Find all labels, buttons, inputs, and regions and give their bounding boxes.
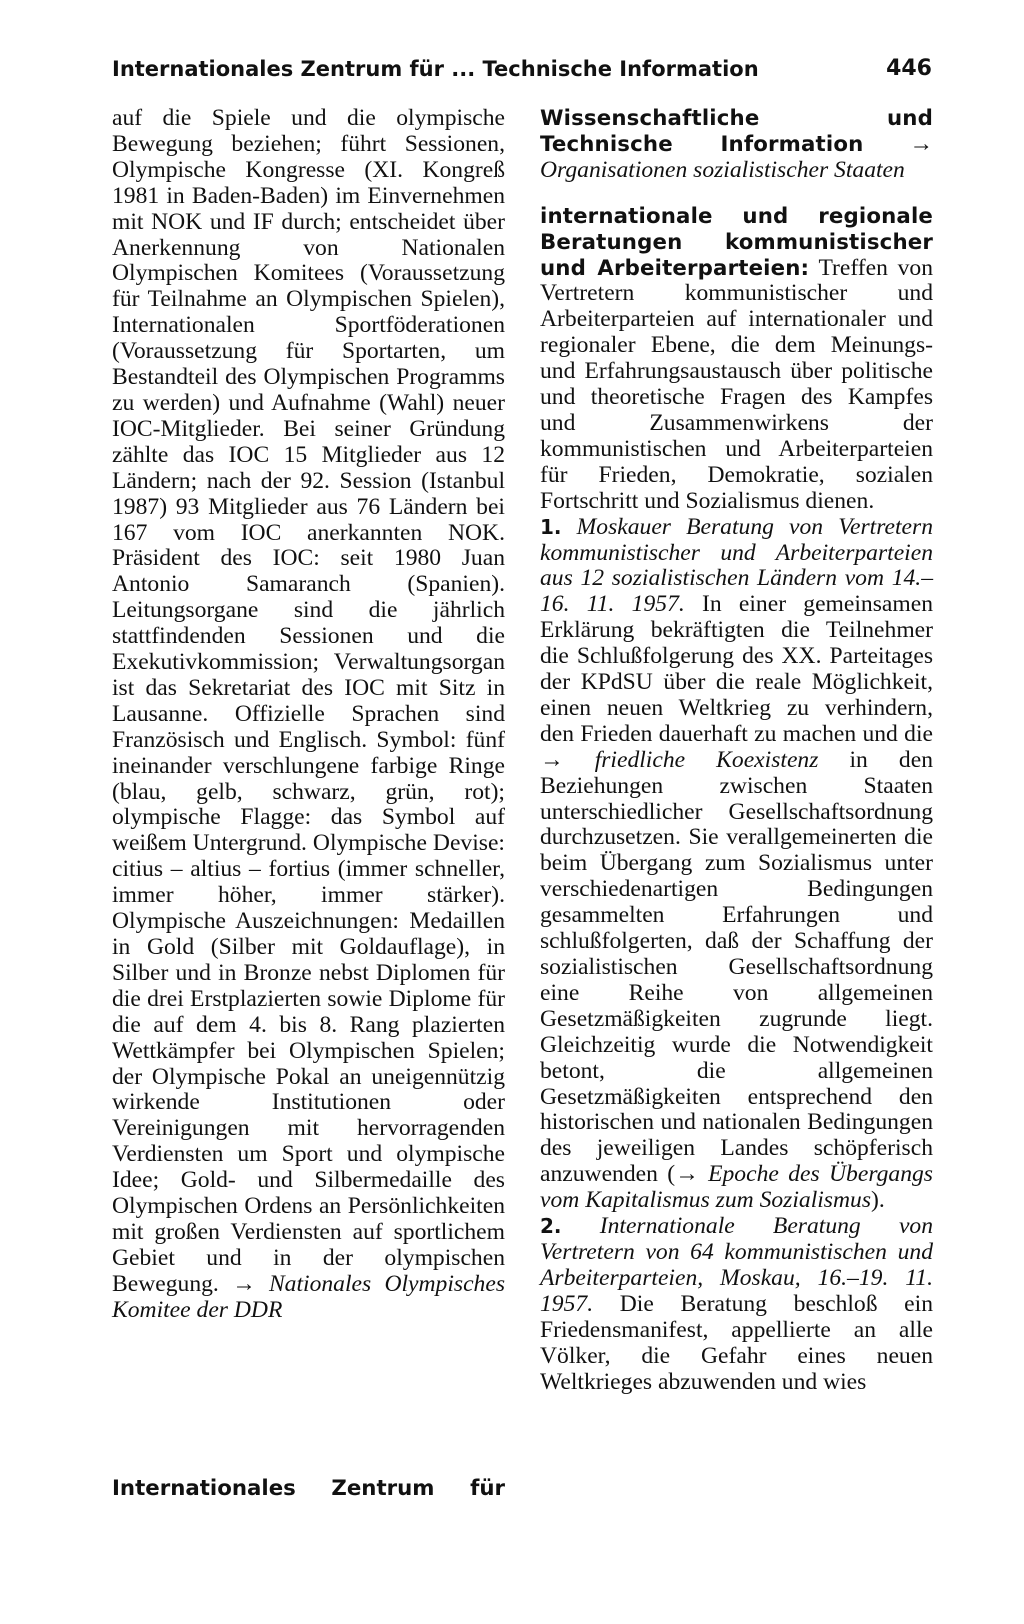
lemma-internationales-zentrum: Internationales Zentrum für: [112, 1476, 505, 1501]
item-2-number: 2.: [540, 1214, 562, 1239]
cross-reference-epoche[interactable]: Epoche des Übergangs vom Kapitalismus zum Sozialismus: [540, 1161, 933, 1214]
item-2-text: Die Beratung beschloß ein Friedensmanifest, appellierte an alle Völker, die Gefahr eines neuen Weltkrieges abzuwenden und wies: [540, 1290, 933, 1395]
right-column: [540, 106, 933, 1395]
beratung-item-1: [540, 515, 933, 1214]
cross-reference-organisationen[interactable]: Organisationen sozialistischer Staaten: [540, 156, 905, 183]
item-1-number: 1.: [540, 514, 562, 539]
item-1-text-b: in den Beziehungen zwischen Staaten unterschiedlicher Gesellschaftsordnung durchzusetzen. Sie verallgemeinerten die beim Übergang zum Sozialismus unter verschiedenartigen Bedingungen gesammelten Erfahrungen und schlußfolgerten, daß der Schaffung der sozialistischen Gesellschaftsordnung eine Reihe von allgemeinen Gesetzmäßigkeiten zugrunde liegt. Gleichzeitig wurde die Notwendigkeit betont, die allgemeinen Gesetzmäßigkeiten entsprechend den historischen und nationalen Bedingungen des jeweiligen Landes schöpferisch anzuwenden (: [540, 746, 933, 1188]
cross-reference-arrow: →: [540, 746, 564, 773]
page-number: 446: [886, 56, 932, 81]
cross-reference-nok-ddr[interactable]: Nationales Olympisches Komitee der DDR: [112, 1270, 505, 1323]
beratungen-intro: Treffen von Vertretern kommunistischer und Arbeiterparteien auf internationaler und regionaler Ebene, die dem Meinungs- und Erfahrungsaustausch über politische und theoretische Fragen des Kampfes und Zusammenwirkens der kommunistischen und Arbeiterparteien für Frieden, Demokratie, sozialen Fortschritt und Sozialismus dienen.: [540, 254, 933, 514]
item-1-text-a: In einer gemeinsamen Erklärung bekräftigten die Teilnehmer die Schlußfolgerung des XX. Parteitages der KPdSU über die reale Möglichkeit, einen neuen Weltkrieg zu verhindern, den Frieden dauerhaft zu machen und die: [540, 591, 933, 747]
left-column: [112, 106, 505, 1324]
running-head-title: Internationales Zentrum für ... Technische Information: [112, 57, 759, 81]
beratung-item-2: [540, 1214, 933, 1395]
ioc-entry-continuation: [112, 106, 505, 1324]
entry-wti: [540, 106, 933, 184]
ioc-entry-text: auf die Spiele und die olympische Bewegung beziehen; führt Sessionen, Olympische Kongresse (XI. Kongreß 1981 in Baden-Baden) im Einvernehmen mit NOK und IF durch; entscheidet über Anerkennung von Nationalen Olympischen Komitees (Voraussetzung für Teilnahme an Olympischen Spielen), Internationalen Sportföderationen (Voraussetzung für Sportarten, um Bestandteil des Olympischen Programms zu werden) und Aufnahme (Wahl) neuer IOC-Mitglieder. Bei seiner Gründung zählte das IOC 15 Mitglieder aus 12 Ländern; nach der 92. Session (Istanbul 1987) 93 Mitglieder aus 76 Ländern bei 167 vom IOC anerkannten NOK. Präsident des IOC: seit 1980 Juan Antonio Samaranch (Spanien). Leitungsorgane sind die jährlich stattfindenden Sessionen und die Exekutivkommission; Verwaltungsorgan ist das Sekretariat des IOC mit Sitz in Lausanne. Offizielle Sprachen sind Französisch und Englisch. Symbol: fünf ineinander verschlungene farbige Ringe (blau, gelb, schwarz, grün, rot); olympische Flagge: das Symbol auf weißem Untergrund. Olympische Devise: citius – altius – fortius (immer schneller, immer höher, immer stärker). Olympische Auszeichnungen: Medaillen in Gold (Silber mit Goldauflage), in Silber und in Bronze nebst Diplomen für die drei Erstplazierten sowie Diplome für die auf dem 4. bis 8. Rang plazierten Wettkämpfer bei Olympischen Spielen; der Olympische Pokal an uneigennützig wirkende Institutionen oder Vereinigungen mit hervorragenden Verdiensten um Sport und olympische Idee; Gold- und Silbermedaille des Olympischen Ordens an Persönlichkeiten mit großen Verdiensten auf sportlichem Gebiet und in der olympischen Bewegung.: [112, 105, 505, 1297]
item-1-text-c: ).: [871, 1187, 885, 1214]
entry-beratungen: [540, 204, 933, 515]
item-1-title: Moskauer Beratung von Vertretern kommunistischer und Arbeiterparteien aus 12 sozialistischen Ländern vom 14.–16. 11. 1957.: [540, 513, 933, 618]
cross-reference-arrow: →: [909, 130, 933, 157]
cross-reference-arrow: →: [675, 1161, 699, 1188]
cross-reference-koexistenz[interactable]: friedliche Koexistenz: [594, 746, 819, 773]
lemma-wti: Wissenschaftliche und Technische Information: [540, 106, 933, 157]
item-2-title: Internationale Beratung von Vertretern von 64 kommunistischen und Arbeiterparteien, Moskau, 16.–19. 11. 1957.: [540, 1213, 934, 1317]
cross-reference-arrow: →: [232, 1270, 256, 1297]
lemma-beratungen: internationale und regionale Beratungen kommunistischer und Arbeiterparteien:: [540, 203, 933, 281]
